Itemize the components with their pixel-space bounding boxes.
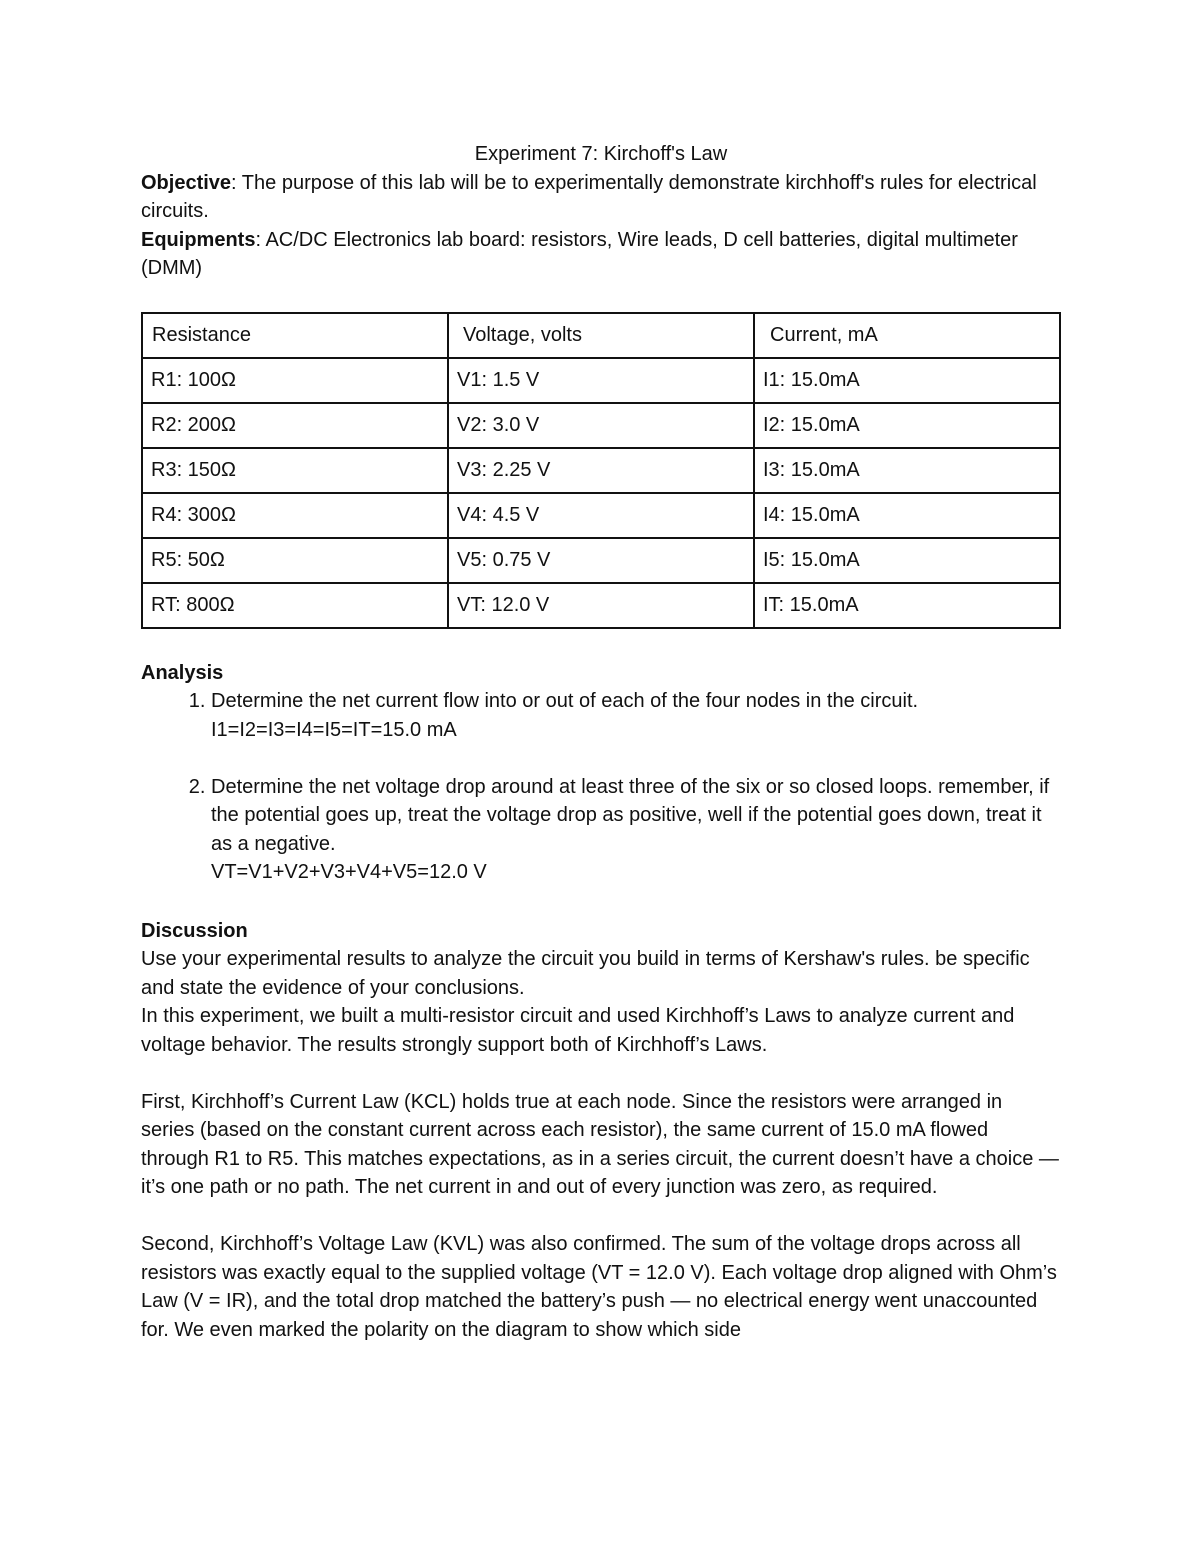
table-row xyxy=(142,403,1060,448)
header-voltage: Voltage, volts xyxy=(448,313,754,358)
table-cell: IT: 15.0mA xyxy=(754,583,1060,628)
analysis-answer: I1=I2=I3=I4=I5=IT=15.0 mA xyxy=(211,718,457,741)
analysis-list xyxy=(141,687,1061,887)
table-header-row xyxy=(142,313,1060,358)
table-cell: R2: 200Ω xyxy=(142,403,448,448)
table-cell: V5: 0.75 V xyxy=(448,538,754,583)
table-cell: V4: 4.5 V xyxy=(448,493,754,538)
table-cell: I5: 15.0mA xyxy=(754,538,1060,583)
analysis-answer: VT=V1+V2+V3+V4+V5=12.0 V xyxy=(211,861,487,883)
objective-label: Objective xyxy=(141,171,232,194)
equipments-text: : AC/DC Electronics lab board: resistors, Wire leads, D cell batteries, digital multimeter (DMM) xyxy=(141,228,1018,279)
measurements-table xyxy=(141,312,1061,629)
paragraph-gap xyxy=(141,1202,1061,1231)
analysis-heading: Analysis xyxy=(141,661,224,684)
table-row xyxy=(142,538,1060,583)
equipments-paragraph xyxy=(141,226,1061,283)
header-resistance: Resistance xyxy=(142,313,448,358)
table-row xyxy=(142,358,1060,403)
analysis-item xyxy=(211,773,1061,887)
table-cell: V1: 1.5 V xyxy=(448,358,754,403)
analysis-item xyxy=(211,687,1061,744)
table-cell: V3: 2.25 V xyxy=(448,448,754,493)
table-cell: I2: 15.0mA xyxy=(754,403,1060,448)
discussion-heading: Discussion xyxy=(141,919,248,942)
discussion-kvl: Second, Kirchhoff’s Voltage Law (KVL) was also confirmed. The sum of the voltage drops across all resistors was exactly equal to the supplied voltage (VT = 12.0 V). Each voltage drop aligned with Ohm’s Law (V = IR), and the total drop matched the battery’s push — no electrical energy went unaccounted for. We even marked the polarity on the diagram to show which side xyxy=(141,1233,1057,1341)
header-current: Current, mA xyxy=(754,313,1060,358)
page-title: Experiment 7: Kirchoff's Law xyxy=(474,143,728,165)
table-row xyxy=(142,493,1060,538)
table-row xyxy=(142,583,1060,628)
analysis-question: 2. Determine the net voltage drop around at least three of the six or so closed loops. remember, if the potential goes up, treat the voltage drop as positive, well if the potential goes down, treat it as a negative. xyxy=(211,775,1050,855)
paragraph-gap xyxy=(141,1059,1061,1088)
document-page xyxy=(141,140,1061,1344)
objective-paragraph xyxy=(141,169,1061,226)
equipments-label: Equipments xyxy=(141,228,256,251)
table-cell: VT: 12.0 V xyxy=(448,583,754,628)
table-cell: I4: 15.0mA xyxy=(754,493,1060,538)
analysis-question: 1. Determine the net current flow into or out of each of the four nodes in the circuit. xyxy=(211,690,919,712)
table-cell: R1: 100Ω xyxy=(142,358,448,403)
discussion-prompt: Use your experimental results to analyze the circuit you build in terms of Kershaw's rules. be specific and state the evidence of your conclusions. xyxy=(141,948,1030,999)
table-cell: V2: 3.0 V xyxy=(448,403,754,448)
objective-text: : The purpose of this lab will be to experimentally demonstrate kirchhoff's rules for electrical circuits. xyxy=(141,171,1037,222)
table-cell: R5: 50Ω xyxy=(142,538,448,583)
table-cell: I3: 15.0mA xyxy=(754,448,1060,493)
discussion-kcl: First, Kirchhoff’s Current Law (KCL) holds true at each node. Since the resistors were arranged in series (based on the constant current across each resistor), the same current of 15.0 mA flowed through R1 to R5. This matches expectations, as in a series circuit, the current doesn’t have a choice — it’s one path or no path. The net current in and out of every junction was zero, as required. xyxy=(141,1090,1059,1198)
table-cell: R4: 300Ω xyxy=(142,493,448,538)
table-cell: RT: 800Ω xyxy=(142,583,448,628)
table-cell: R3: 150Ω xyxy=(142,448,448,493)
discussion-intro: In this experiment, we built a multi-resistor circuit and used Kirchhoff’s Laws to analyze current and voltage behavior. The results strongly support both of Kirchhoff’s Laws. xyxy=(141,1005,1015,1056)
table-cell: I1: 15.0mA xyxy=(754,358,1060,403)
table-row xyxy=(142,448,1060,493)
